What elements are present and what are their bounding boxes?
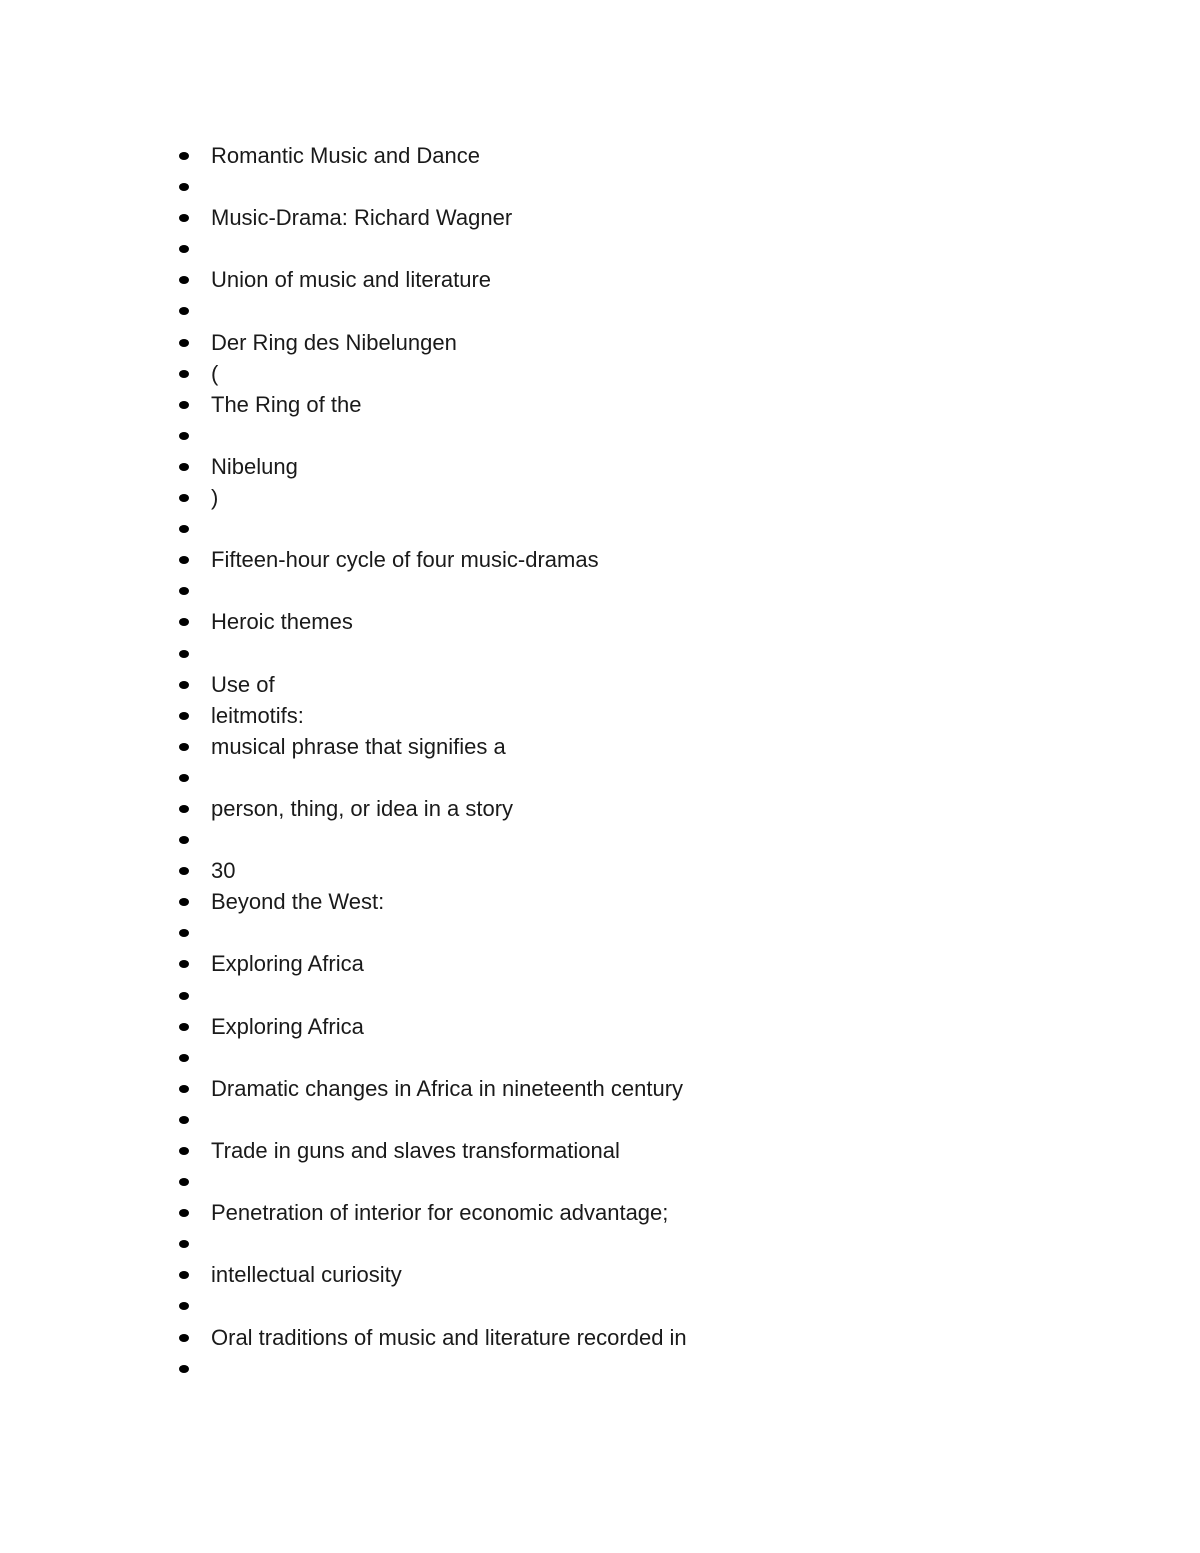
list-item	[0, 762, 1200, 793]
list-item	[0, 575, 1200, 606]
bullet-dot-icon	[179, 463, 189, 471]
bullet-dot-icon	[179, 1240, 189, 1248]
list-item-text: Heroic themes	[211, 609, 353, 635]
bullet-dot-icon	[179, 183, 189, 191]
list-item-text: Beyond the West:	[211, 889, 385, 915]
bullet-dot-icon	[179, 214, 189, 222]
list-item-text: Penetration of interior for economic advantage;	[211, 1200, 669, 1226]
list-item-text: Oral traditions of music and literature recorded in	[211, 1324, 687, 1350]
list-item-text: Dramatic changes in Africa in nineteenth century	[211, 1075, 684, 1101]
bullet-dot-icon	[179, 245, 189, 253]
bullet-dot-icon	[179, 774, 189, 782]
list-item	[0, 855, 1200, 886]
list-item	[0, 824, 1200, 855]
bullet-dot-icon	[179, 992, 189, 1000]
bullet-dot-icon	[179, 1302, 189, 1310]
list-item	[0, 886, 1200, 917]
bullet-dot-icon	[179, 556, 189, 564]
bullet-dot-icon	[179, 587, 189, 595]
bullet-dot-icon	[179, 1147, 189, 1155]
list-item	[0, 669, 1200, 700]
list-item	[0, 327, 1200, 358]
list-item	[0, 358, 1200, 389]
bullet-dot-icon	[179, 307, 189, 315]
list-item-text: Trade in guns and slaves transformational	[211, 1138, 620, 1163]
list-item	[0, 233, 1200, 264]
list-item-text: Union of music and literature	[211, 267, 492, 293]
bullet-dot-icon	[179, 836, 189, 844]
list-item-text: intellectual curiosity	[211, 1262, 402, 1288]
list-item	[0, 1259, 1200, 1290]
list-item	[0, 264, 1200, 295]
list-item	[0, 606, 1200, 637]
bullet-dot-icon	[179, 1271, 189, 1279]
bullet-dot-icon	[179, 152, 189, 160]
list-item	[0, 917, 1200, 948]
list-item	[0, 389, 1200, 420]
bullet-dot-icon	[179, 743, 189, 751]
list-item	[0, 295, 1200, 326]
list-item	[0, 1135, 1200, 1166]
bullet-dot-icon	[179, 1054, 189, 1062]
bullet-dot-icon	[179, 618, 189, 626]
bullet-dot-icon	[179, 401, 189, 409]
bullet-dot-icon	[179, 339, 189, 347]
bullet-dot-icon	[179, 929, 189, 937]
list-item	[0, 1353, 1200, 1384]
bullet-dot-icon	[179, 494, 189, 502]
list-item-text: Use of	[211, 671, 275, 697]
list-item-text: leitmotifs:	[211, 702, 304, 728]
list-item	[0, 420, 1200, 451]
list-item-text: (	[211, 360, 219, 386]
bullet-dot-icon	[179, 276, 189, 284]
list-item	[0, 451, 1200, 482]
bullet-dot-icon	[179, 712, 189, 720]
list-item-text: Nibelung	[211, 453, 298, 479]
bullet-dot-icon	[179, 1334, 189, 1342]
list-item-text: Exploring Africa	[211, 1013, 364, 1039]
list-item	[0, 793, 1200, 824]
list-item	[0, 1104, 1200, 1135]
list-item-text: Fifteen-hour cycle of four music-dramas	[211, 547, 599, 573]
list-item-text: person, thing, or idea in a story	[211, 795, 514, 821]
bullet-list	[0, 140, 1200, 1384]
list-item	[0, 948, 1200, 979]
bullet-dot-icon	[179, 1085, 189, 1093]
bullet-dot-icon	[179, 1178, 189, 1186]
list-item	[0, 1011, 1200, 1042]
list-item	[0, 202, 1200, 233]
list-item-text: Der Ring des Nibelungen	[211, 329, 457, 355]
list-item-text: 30	[211, 858, 236, 884]
bullet-dot-icon	[179, 898, 189, 906]
list-item	[0, 980, 1200, 1011]
list-item	[0, 513, 1200, 544]
bullet-dot-icon	[179, 1365, 189, 1373]
bullet-dot-icon	[179, 805, 189, 813]
list-item	[0, 1197, 1200, 1228]
list-item	[0, 700, 1200, 731]
list-item-text: Exploring Africa	[211, 951, 364, 977]
list-item-text: musical phrase that signifies a	[211, 733, 506, 759]
list-item-text: The Ring of the	[211, 391, 362, 417]
list-item	[0, 171, 1200, 202]
list-item	[0, 638, 1200, 669]
bullet-dot-icon	[179, 525, 189, 533]
bullet-dot-icon	[179, 432, 189, 440]
list-item	[0, 1042, 1200, 1073]
list-item	[0, 1166, 1200, 1197]
bullet-dot-icon	[179, 1209, 189, 1217]
list-item-text: )	[211, 485, 219, 511]
list-item	[0, 731, 1200, 762]
bullet-dot-icon	[179, 370, 189, 378]
list-item	[0, 1073, 1200, 1104]
bullet-dot-icon	[179, 960, 189, 968]
list-item	[0, 1322, 1200, 1353]
list-item	[0, 544, 1200, 575]
list-item-text: Romantic Music and Dance	[211, 143, 481, 168]
list-item-text: Music-Drama: Richard Wagner	[211, 205, 513, 231]
list-item	[0, 1228, 1200, 1259]
bullet-dot-icon	[179, 1116, 189, 1124]
bullet-dot-icon	[179, 681, 189, 689]
bullet-dot-icon	[179, 1023, 189, 1031]
list-item	[0, 482, 1200, 513]
bullet-dot-icon	[179, 867, 189, 875]
list-item	[0, 140, 1200, 171]
bullet-dot-icon	[179, 650, 189, 658]
list-item	[0, 1290, 1200, 1321]
